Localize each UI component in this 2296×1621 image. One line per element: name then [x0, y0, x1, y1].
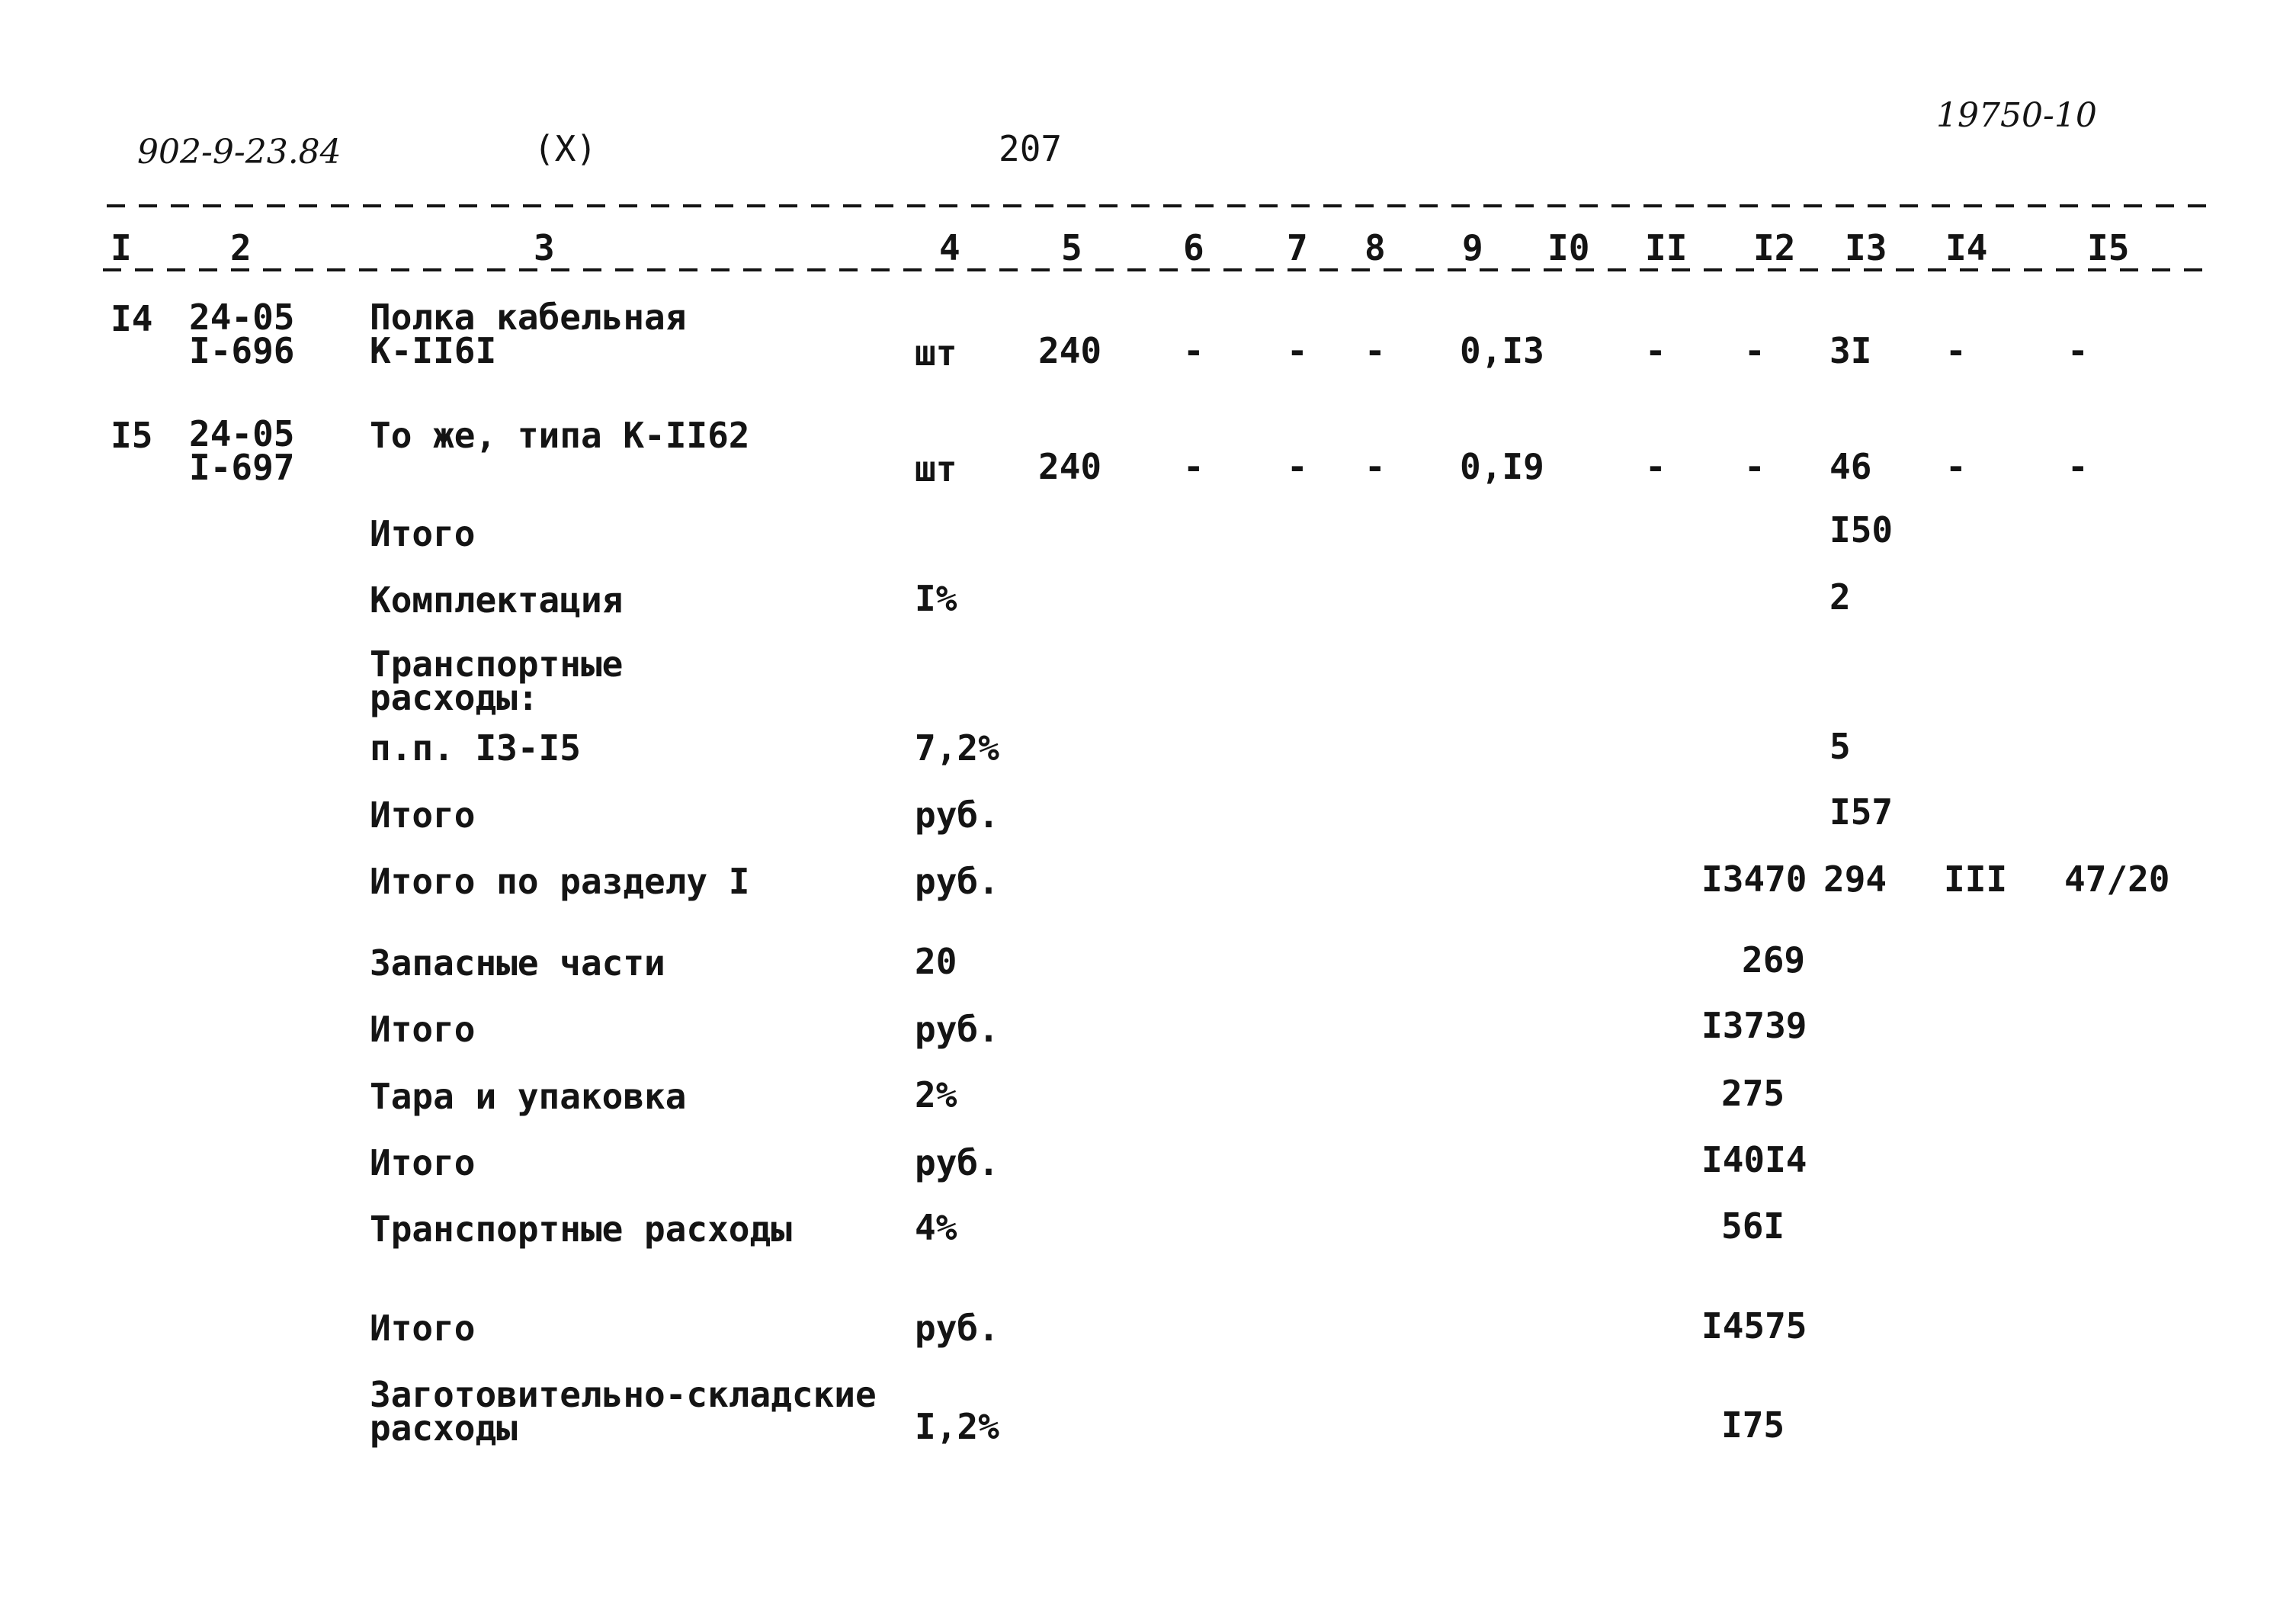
item-name: Полка кабельная К-II6I: [370, 297, 687, 371]
unit: руб.: [915, 794, 999, 836]
cell-col13: 46: [1829, 446, 1872, 487]
cell-col6: -: [1183, 330, 1204, 371]
rate: 7,2%: [915, 727, 999, 769]
unit: шт: [915, 448, 957, 490]
column-number: 4: [939, 227, 960, 268]
cell-col12: I4575: [1701, 1305, 1807, 1347]
column-number: 6: [1183, 227, 1204, 268]
unit: руб.: [915, 1308, 999, 1349]
quantity: 240: [1038, 446, 1102, 487]
unit: руб.: [915, 1142, 999, 1183]
unit: шт: [915, 332, 957, 374]
cell-col12: I3739: [1701, 1005, 1807, 1046]
cell-col9: 0,I3: [1460, 330, 1544, 371]
summary-label: Транспортные расходы: [370, 1209, 792, 1250]
column-number: 9: [1462, 227, 1483, 268]
cell-col13: 2: [1829, 576, 1851, 618]
price-code: 24-05 I-696: [189, 297, 295, 371]
cell-col11: -: [1645, 446, 1666, 487]
summary-label: Заготовительно-складские расходы: [370, 1374, 877, 1449]
cell-col7: -: [1287, 446, 1308, 487]
column-number: 2: [230, 227, 252, 268]
price-code: 24-05 I-697: [189, 413, 295, 488]
column-number: 3: [534, 227, 555, 268]
cell-col12: 269: [1742, 939, 1806, 981]
archive-number: 19750-10: [1936, 96, 2097, 135]
cell-col7: -: [1287, 330, 1308, 371]
summary-label: Запасные части: [370, 942, 665, 984]
column-number: 8: [1364, 227, 1386, 268]
row-number: I4: [111, 298, 153, 339]
summary-label: Итого: [370, 1009, 476, 1050]
column-number: I0: [1547, 227, 1590, 268]
rate: I%: [915, 578, 957, 619]
rate: 2%: [915, 1074, 957, 1115]
summary-label: Комплектация: [370, 579, 624, 621]
cell-col8: -: [1364, 330, 1386, 371]
cell-col12: I40I4: [1701, 1139, 1807, 1180]
column-number: I2: [1753, 227, 1796, 268]
rate: 4%: [915, 1207, 957, 1248]
item-name: То же, типа К-II62: [370, 415, 750, 456]
summary-label: Итого: [370, 1308, 476, 1349]
rate: I,2%: [915, 1406, 999, 1447]
summary-label: Итого: [370, 794, 476, 836]
summary-label: Итого: [370, 1142, 476, 1183]
cell-col12: 56I: [1721, 1205, 1785, 1247]
row-number: I5: [111, 415, 153, 456]
column-number: 5: [1061, 227, 1082, 268]
summary-label: п.п. I3-I5: [370, 727, 581, 769]
cell-col13: I57: [1829, 791, 1894, 833]
document-code: 902-9-23.84: [137, 133, 342, 172]
cell-col13: 3I: [1829, 330, 1872, 371]
cell-col6: -: [1183, 446, 1204, 487]
cell-col14: III: [1944, 859, 2008, 900]
unit: руб.: [915, 861, 999, 902]
summary-label: Итого по разделу I: [370, 861, 750, 902]
column-number: 7: [1287, 227, 1308, 268]
cell-col15: 47/20: [2064, 859, 2170, 900]
cell-col11: -: [1645, 330, 1666, 371]
cell-col13: 294: [1823, 859, 1887, 900]
cell-col15: -: [2067, 446, 2089, 487]
column-number: I3: [1845, 227, 1887, 268]
cell-col12: -: [1744, 446, 1765, 487]
quantity: 240: [1038, 330, 1102, 371]
summary-label: Тара и упаковка: [370, 1076, 687, 1117]
summary-label: Транспортные расходы:: [370, 644, 624, 718]
cell-col14: -: [1945, 446, 1967, 487]
summary-label: Итого: [370, 513, 476, 554]
cell-col15: -: [2067, 330, 2089, 371]
cell-col13: I50: [1829, 509, 1894, 550]
cell-col9: 0,I9: [1460, 446, 1544, 487]
section-mark: (X): [534, 128, 598, 169]
unit: руб.: [915, 1009, 999, 1050]
column-number: I4: [1945, 227, 1988, 268]
cell-col12: -: [1744, 330, 1765, 371]
column-number: I: [111, 227, 132, 268]
page-number: 207: [999, 128, 1063, 169]
cell-col12: I3470: [1701, 859, 1807, 900]
header-dashed-rule-top: [107, 204, 2211, 207]
cell-col12: I75: [1721, 1404, 1785, 1446]
column-number: I5: [2087, 227, 2130, 268]
header-dashed-rule-bottom: [103, 268, 2214, 271]
cell-col12: 275: [1721, 1073, 1785, 1114]
rate: 20: [915, 941, 957, 982]
column-number: II: [1645, 227, 1688, 268]
cell-col8: -: [1364, 446, 1386, 487]
cell-col13: 5: [1829, 726, 1851, 767]
cell-col14: -: [1945, 330, 1967, 371]
